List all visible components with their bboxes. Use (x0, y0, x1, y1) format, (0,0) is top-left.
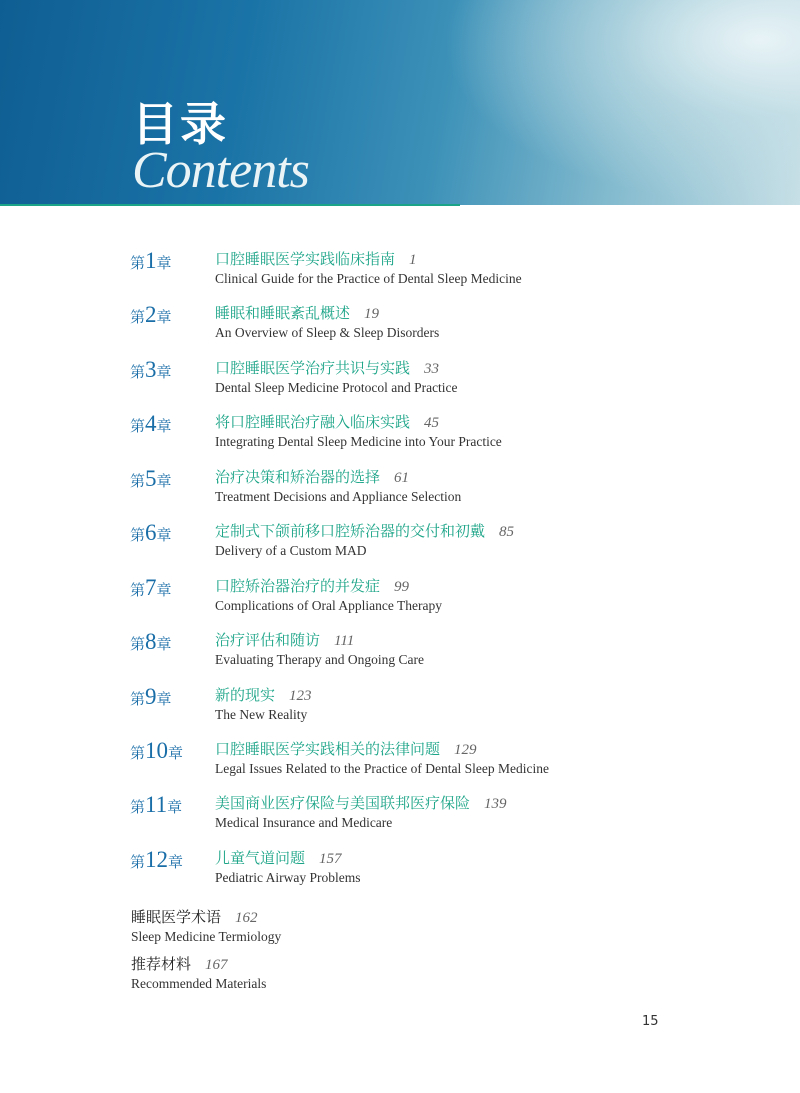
chapter-title-zh: 口腔睡眠医学治疗共识与实践 (215, 359, 411, 377)
page-ref: 162 (235, 910, 258, 926)
chapter-title-en: Treatment Decisions and Appliance Selection (215, 489, 462, 504)
page-title-en: Contents (132, 142, 309, 199)
chapter-title-zh: 口腔睡眠医学实践临床指南 (215, 250, 396, 268)
appendix-title-zh: 推荐材料 (131, 955, 192, 973)
chapter-title-en: An Overview of Sleep & Sleep Disorders (215, 325, 440, 340)
chapter-title-en: Clinical Guide for the Practice of Dental Sleep Medicine (215, 271, 522, 286)
chapter-title-zh: 美国商业医疗保险与美国联邦医疗保险 (215, 794, 471, 812)
chapter-title-zh: 儿童气道问题 (215, 849, 306, 867)
page-ref: 167 (205, 957, 228, 973)
appendix-title-en: Sleep Medicine Termiology (131, 929, 282, 944)
chapter-title-zh: 新的现实 (215, 686, 276, 704)
chapter-title-en: Dental Sleep Medicine Protocol and Practice (215, 380, 458, 395)
chapter-title-zh: 将口腔睡眠治疗融入临床实践 (215, 413, 411, 431)
header-divider (0, 204, 460, 206)
page-ref: 45 (424, 415, 440, 431)
chapter-title-en: Integrating Dental Sleep Medicine into Your Practice (215, 434, 502, 449)
chapter-title-en: Evaluating Therapy and Ongoing Care (215, 652, 424, 667)
chapter-label: 第6章 (130, 520, 172, 545)
chapter-label: 第3章 (130, 357, 172, 382)
chapter-label: 第2章 (130, 302, 172, 327)
chapter-label: 第10章 (130, 738, 184, 763)
page-title-zh: 目录 (132, 97, 228, 151)
chapter-title-en: The New Reality (215, 707, 308, 722)
chapter-label: 第4章 (130, 411, 172, 436)
chapter-title-zh: 定制式下颌前移口腔矫治器的交付和初戴 (215, 522, 486, 540)
chapter-title-zh: 口腔睡眠医学实践相关的法律问题 (215, 740, 441, 758)
chapter-label: 第5章 (130, 466, 172, 491)
page-ref: 99 (394, 579, 410, 595)
chapter-label: 第8章 (130, 629, 172, 654)
appendix-title-en: Recommended Materials (131, 976, 267, 991)
chapter-title-zh: 治疗评估和随访 (215, 631, 321, 649)
chapter-title-en: Complications of Oral Appliance Therapy (215, 598, 442, 613)
chapter-title-zh: 睡眠和睡眠紊乱概述 (215, 304, 351, 322)
page-ref: 33 (424, 361, 440, 377)
page-ref: 19 (364, 306, 380, 322)
appendix-title-zh: 睡眠医学术语 (131, 908, 222, 926)
page-ref: 123 (289, 688, 312, 704)
chapter-title-zh: 治疗决策和矫治器的选择 (215, 468, 381, 486)
header-banner (0, 0, 800, 205)
page-ref: 1 (409, 252, 417, 268)
chapter-label: 第11章 (130, 792, 183, 817)
page-ref: 85 (499, 524, 515, 540)
chapter-title-en: Delivery of a Custom MAD (215, 543, 367, 558)
chapter-title-zh: 口腔矫治器治疗的并发症 (215, 577, 381, 595)
chapter-title-en: Pediatric Airway Problems (215, 870, 361, 885)
page-ref: 61 (394, 470, 410, 486)
page-ref: 139 (484, 796, 507, 812)
chapter-label: 第12章 (130, 847, 184, 872)
chapter-label: 第7章 (130, 575, 172, 600)
chapter-label: 第9章 (130, 684, 172, 709)
page-ref: 157 (319, 851, 342, 867)
page-ref: 111 (334, 633, 355, 649)
chapter-title-en: Medical Insurance and Medicare (215, 815, 393, 830)
chapter-title-en: Legal Issues Related to the Practice of Dental Sleep Medicine (215, 761, 550, 776)
page-number: 15 (642, 1014, 659, 1029)
chapter-label: 第1章 (130, 248, 172, 273)
page-ref: 129 (454, 742, 477, 758)
